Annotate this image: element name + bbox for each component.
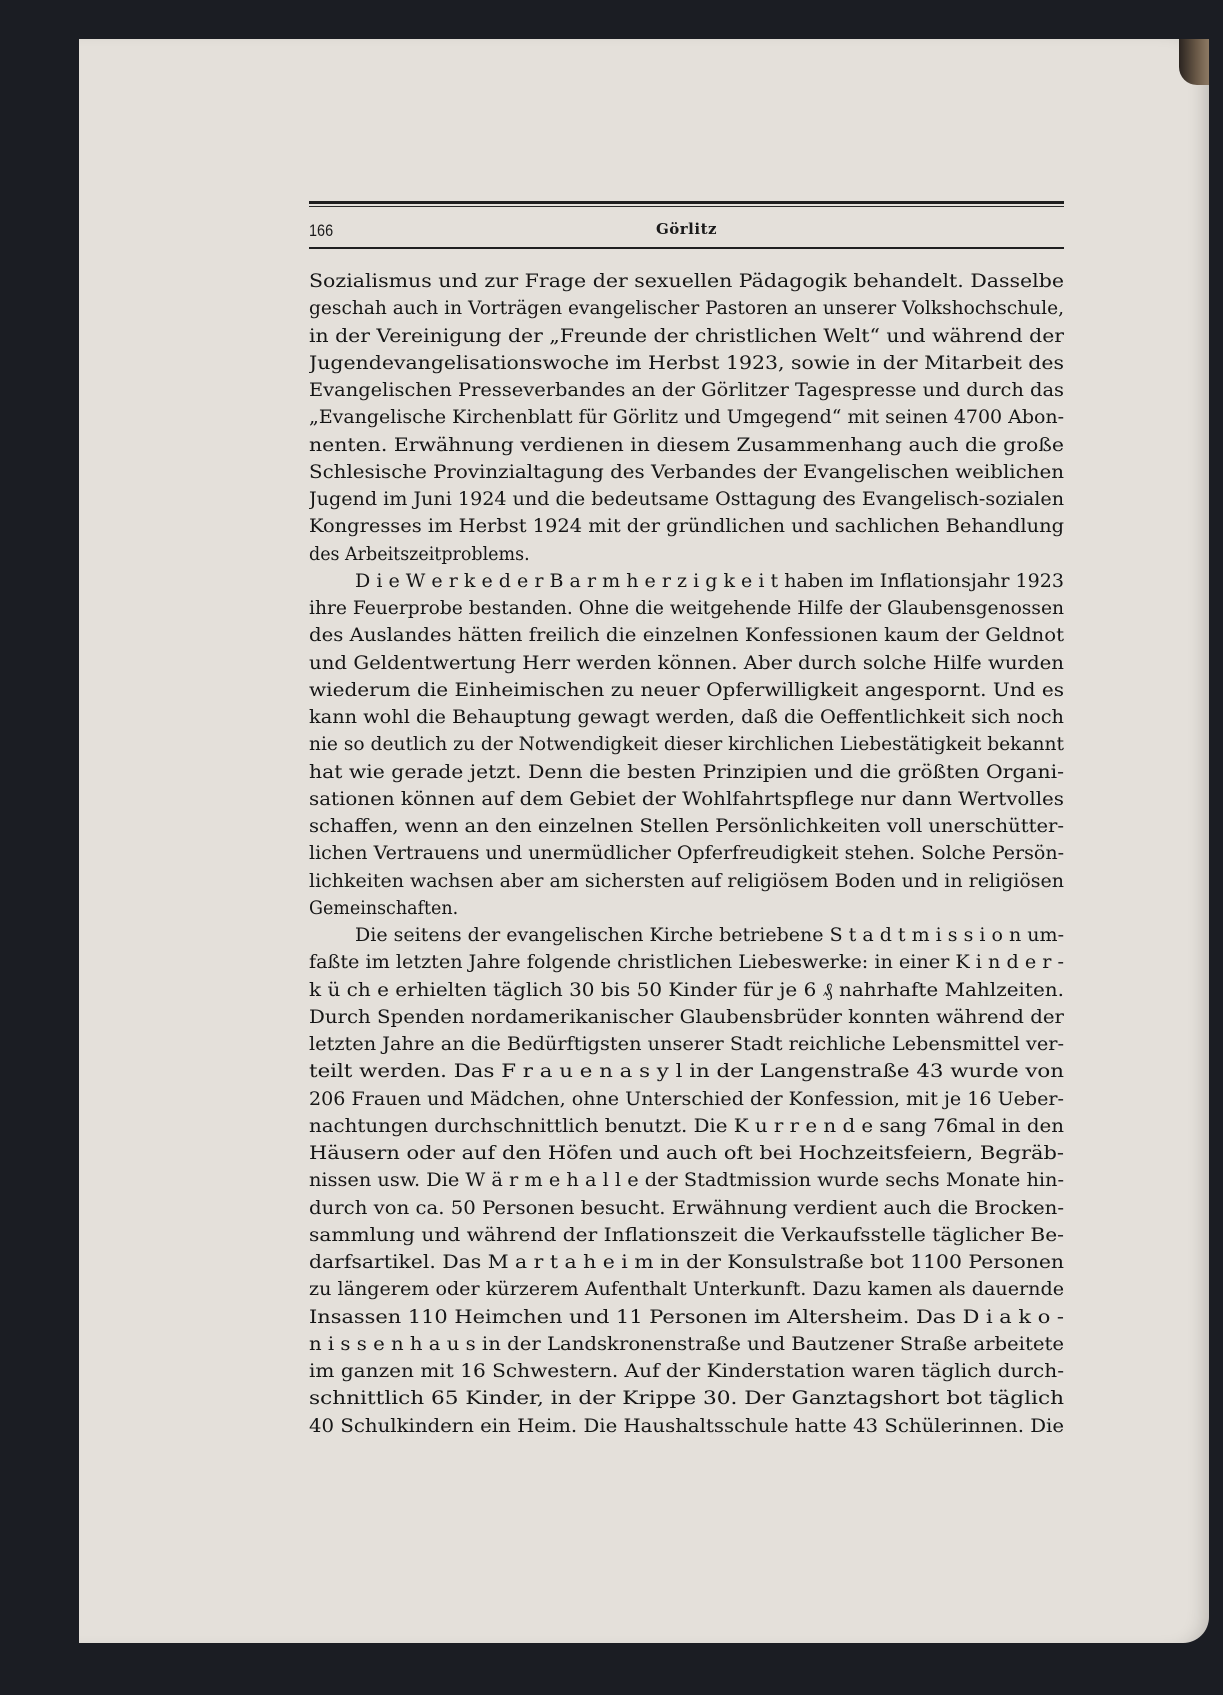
text-line: k ü ch e erhielten täglich 30 bis 50 Kinder für je 6 ₰ nahrhafte Mahlzeiten.	[309, 978, 1064, 1001]
text-line: sammlung und während der Inflationszeit die Verkaufsstelle täglicher Be-	[309, 1223, 1064, 1246]
text-line: Schlesische Provinzialtagung des Verbandes der Evangelischen weiblichen	[309, 460, 1064, 483]
text-line: des Arbeitszeitproblems.	[309, 542, 530, 565]
text-line: Jugend im Juni 1924 und die bedeutsame Osttagung des Evangelisch-sozialen	[309, 488, 1064, 510]
text-line: durch von ca. 50 Personen besucht. Erwähnung verdient auch die Brocken-	[309, 1196, 1064, 1219]
text-line: nie so deutlich zu der Notwendigkeit dieser kirchlichen Liebestätigkeit bekannt	[309, 733, 1064, 756]
text-line: des Auslandes hätten freilich die einzelnen Konfessionen kaum der Geldnot	[309, 624, 1064, 647]
text-line: D i e W e r k e d e r B a r m h e r z i g k e i t haben im Inflationsjahr 1923	[355, 569, 1064, 592]
header-rule-bottom	[309, 247, 1064, 249]
book-spine-edge	[1179, 39, 1209, 85]
running-head	[309, 207, 1064, 241]
text-line: sationen können auf dem Gebiet der Wohlfahrtspflege nur dann Wertvolles	[309, 787, 1064, 810]
text-line: darfsartikel. Das M a r t a h e i m in der Konsulstraße bot 1100 Personen	[309, 1251, 1064, 1273]
text-line: nachtungen durchschnittlich benutzt. Die K u r r e n d e sang 76mal in den	[309, 1114, 1064, 1137]
text-line: Durch Spenden nordamerikanischer Glaubensbrüder konnten während der	[309, 1005, 1064, 1028]
text-line: in der Vereinigung der „Freunde der christlichen Welt“ und während der	[309, 324, 1064, 347]
text-line: teilt werden. Das F r a u e n a s y l in der Langenstraße 43 wurde von	[309, 1060, 1064, 1083]
paragraph	[309, 568, 1064, 922]
page-number: 166	[309, 221, 334, 240]
paragraph	[309, 268, 1064, 568]
text-line: Jugendevangelisationswoche im Herbst 1923, sowie in der Mitarbeit des	[309, 351, 1064, 374]
text-line: 206 Frauen und Mädchen, ohne Unterschied der Konfession, mit je 16 Ueber-	[309, 1087, 1064, 1110]
text-line: lichkeiten wachsen aber am sichersten auf religiösem Boden und in religiösen	[309, 869, 1064, 892]
text-line: hat wie gerade jetzt. Denn die besten Prinzipien und die größten Organi-	[309, 760, 1064, 783]
text-line: schaffen, wenn an den einzelnen Stellen Persönlichkeiten voll unerschütter-	[309, 815, 1064, 837]
header-rule-thick	[309, 201, 1064, 204]
text-line: Die seitens der evangelischen Kirche betriebene S t a d t m i s s i o n um-	[355, 924, 1064, 946]
text-line: Häusern oder auf den Höfen und auch oft bei Hochzeitsfeiern, Begräb-	[309, 1142, 1064, 1164]
text-line: Evangelischen Presseverbandes an der Görlitzer Tagespresse und durch das	[309, 379, 1064, 401]
text-line: nenten. Erwähnung verdienen in diesem Zusammenhang auch die große	[309, 433, 1064, 456]
text-line: im ganzen mit 16 Schwestern. Auf der Kinderstation waren täglich durch-	[309, 1360, 1064, 1382]
text-line: wiederum die Einheimischen zu neuer Opferwilligkeit angespornt. Und es	[309, 678, 1064, 701]
text-line: kann wohl die Behauptung gewagt werden, daß die Oeffentlichkeit sich noch	[309, 706, 1064, 728]
text-line: Gemeinschaften.	[309, 896, 459, 919]
text-line: und Geldentwertung Herr werden können. Aber durch solche Hilfe wurden	[309, 651, 1064, 674]
text-line: 40 Schulkindern ein Heim. Die Haushaltsschule hatte 43 Schülerinnen. Die	[309, 1414, 1064, 1437]
text-line: Sozialismus und zur Frage der sexuellen Pädagogik behandelt. Dasselbe	[309, 270, 1064, 292]
text-line: geschah auch in Vorträgen evangelischer Pastoren an unserer Volkshochschule,	[309, 297, 1064, 320]
running-title: Görlitz	[655, 220, 718, 238]
text-line: zu längerem oder kürzerem Aufenthalt Unterkunft. Dazu kamen als dauernde	[309, 1278, 1064, 1301]
text-line: ihre Feuerprobe bestanden. Ohne die weitgehende Hilfe der Glaubensgenossen	[309, 597, 1064, 619]
text-line: schnittlich 65 Kinder, in der Krippe 30. Der Ganztagshort bot täglich	[309, 1387, 1064, 1410]
text-line: faßte im letzten Jahre folgende christlichen Liebeswerke: in einer K i n d e r -	[309, 951, 1064, 974]
text-line: letzten Jahre an die Bedürftigsten unserer Stadt reichliche Lebensmittel ver-	[309, 1033, 1064, 1055]
text-line: n i s s e n h a u s in der Landskronenstraße und Bautzener Straße arbeitete	[309, 1332, 1064, 1355]
paragraph	[309, 922, 1064, 1440]
text-line: lichen Vertrauens und unermüdlicher Opferfreudigkeit stehen. Solche Persön-	[309, 842, 1064, 865]
page-header	[309, 201, 1064, 249]
text-line: „Evangelische Kirchenblatt für Görlitz und Umgegend“ mit seinen 4700 Abon-	[309, 406, 1064, 429]
body-text	[309, 268, 1064, 1440]
text-line: Kongresses im Herbst 1924 mit der gründlichen und sachlichen Behandlung	[309, 515, 1064, 538]
text-line: Insassen 110 Heimchen und 11 Personen im Altersheim. Das D i a k o -	[309, 1305, 1064, 1328]
text-line: nissen usw. Die W ä r m e h a l l e der Stadtmission wurde sechs Monate hin-	[309, 1169, 1064, 1192]
